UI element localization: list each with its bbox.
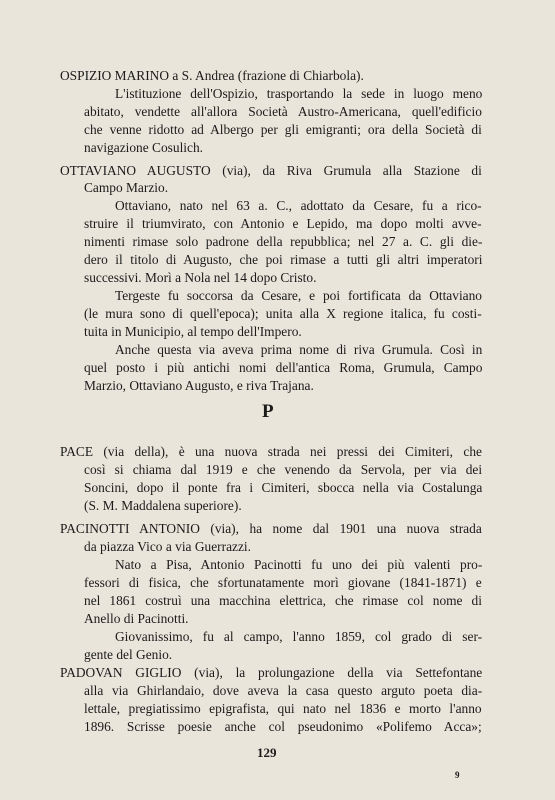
entry-text-line: Anello di Pacinotti.: [84, 611, 189, 626]
entry-text-line: Anche questa via aveva prima nome di riva Grumula. Così in: [115, 342, 483, 357]
entry-text-line: tuita in Municipio, al tempo dell'Impero.: [84, 324, 302, 339]
entry-text-line: Tergeste fu soccorsa da Cesare, e poi fortificata da Ottaviano: [115, 288, 483, 303]
corner-mark: 9: [455, 770, 460, 780]
entry-text-line: lettale, pregiatissimo epigrafista, qui nato nel 1836 e morto l'anno: [84, 701, 482, 716]
entry-text-line: struire il triumvirato, con Antonio e Lepido, ma dopo molti avve-: [84, 216, 482, 231]
entry-text-line: così si chiama dal 1919 e che venendo da Servola, per via dei: [84, 462, 483, 477]
entry-text-line: successivi. Morì a Nola nel 14 dopo Cristo.: [84, 270, 317, 285]
entry-heading-line: PADOVAN GIGLIO (via), la prolungazione della via Settefontane: [60, 665, 483, 680]
entry-text-line: 1896. Scrisse poesie anche col pseudonimo «Polifemo Acca»;: [84, 719, 482, 734]
entry-text-line: Campo Marzio.: [84, 180, 169, 195]
entry-text-line: navigazione Cosulich.: [84, 140, 203, 155]
entry-text-line: Nato a Pisa, Antonio Pacinotti fu uno dei più valenti pro-: [115, 557, 483, 572]
entry-text-line: dero il titolo di Augusto, che poi rimase a tutti gli altri imperatori: [84, 252, 483, 267]
entry-text-line: L'istituzione dell'Ospizio, trasportando la sede in luogo meno: [115, 86, 483, 101]
entry-text-line: fessori di fisica, che sfortunatamente morì giovane (1841-1871) e: [84, 575, 482, 590]
entry-text-line: alla via Ghirlandaio, dove aveva la casa questo arguto poeta dia-: [84, 683, 483, 698]
section-letter: P: [262, 401, 274, 422]
entry-text-line: Marzio, Ottaviano Augusto, e riva Trajana.: [84, 378, 314, 393]
entry-text-line: (le mura sono di quell'epoca); unita alla X regione italica, fu costi-: [84, 306, 482, 321]
entry-text-line: che venne ridotto ad Albergo per gli emigranti; ora della Società di: [84, 122, 482, 137]
entry-text-line: gente del Genio.: [84, 647, 173, 662]
entry-heading-line: OSPIZIO MARINO a S. Andrea (frazione di Chiarbola).: [60, 68, 364, 83]
entry-heading-line: OTTAVIANO AUGUSTO (via), da Riva Grumula alla Stazione di: [60, 163, 482, 178]
entry-text-line: quel posto i più antichi nomi dell'antica Roma, Grumula, Campo: [84, 360, 483, 375]
entry-text-line: abitato, vendette all'allora Società Austro-Americana, quell'edificio: [84, 104, 482, 119]
entry-text-line: da piazza Vico a via Guerrazzi.: [84, 539, 251, 554]
entry-text-line: nimenti rimase solo padrone della repubblica; nel 27 a. C. gli die-: [84, 234, 483, 249]
entry-text-line: Soncini, dopo il ponte fra i Cimiteri, sbocca nella via Costalunga: [84, 480, 483, 495]
entry-heading-line: PACE (via della), è una nuova strada nei pressi dei Cimiteri, che: [60, 444, 482, 459]
entry-text-line: Giovanissimo, fu al campo, l'anno 1859, col grado di ser-: [115, 629, 483, 644]
entry-text-line: (S. M. Maddalena superiore).: [84, 498, 242, 513]
entry-text-line: Ottaviano, nato nel 63 a. C., adottato da Cesare, fu a rico-: [115, 198, 482, 213]
entry-heading-line: PACINOTTI ANTONIO (via), ha nome dal 1901 una nuova strada: [60, 521, 482, 536]
page-number: 129: [257, 745, 277, 760]
entry-text-line: nel 1861 costruì una macchina elettrica, che rimase col nome di: [84, 593, 482, 608]
